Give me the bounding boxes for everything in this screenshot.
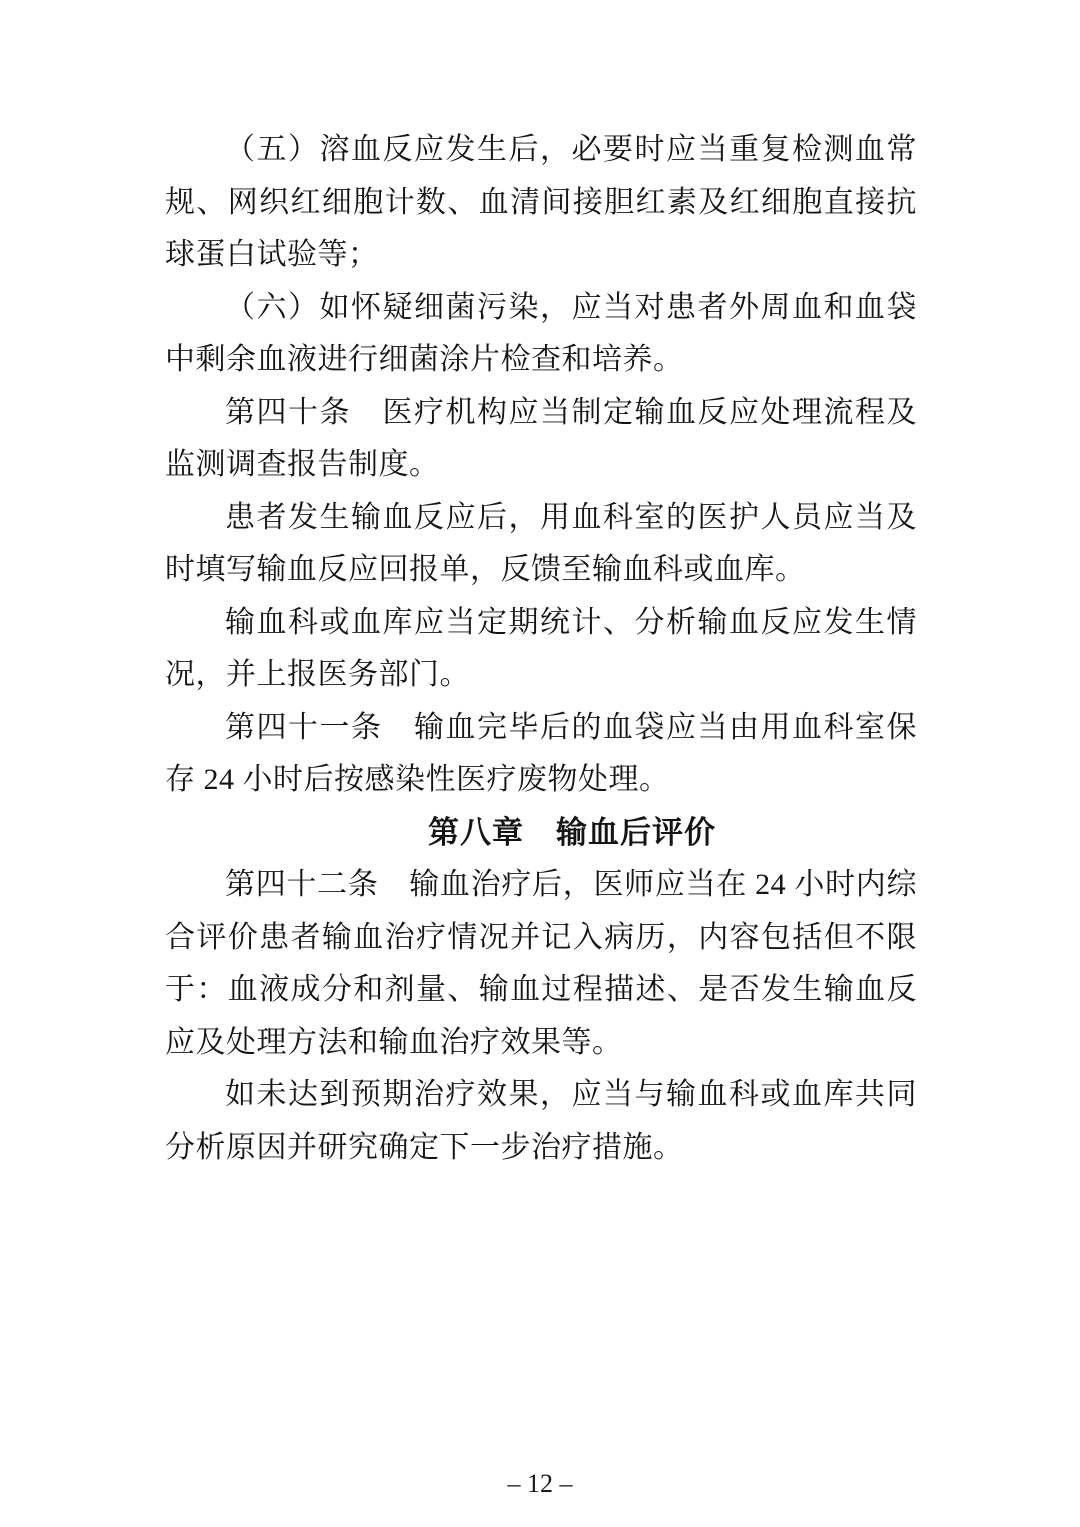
paragraph-transfusion-reaction-report: 患者发生输血反应后，用血科室的医护人员应当及时填写输血反应回报单，反馈至输血科或血库。 — [165, 500, 917, 586]
page-footer — [0, 1469, 1080, 1499]
paragraph-statistics-report: 输血科或血库应当定期统计、分析输血反应发生情况，并上报医务部门。 — [165, 605, 917, 691]
paragraph-article-41: 第四十一条 输血完毕后的血袋应当由用血科室保存 24 小时后按感染性医疗废物处理。 — [165, 710, 917, 796]
paragraph-article-40: 第四十条 医疗机构应当制定输血反应处理流程及监测调查报告制度。 — [165, 395, 917, 481]
document-body — [165, 124, 917, 1174]
paragraph-followup-analysis: 如未达到预期治疗效果，应当与输血科或血库共同分析原因并研究确定下一步治疗措施。 — [165, 1078, 917, 1164]
paragraph-article-42: 第四十二条 输血治疗后，医师应当在 24 小时内综合评价患者输血治疗情况并记入病历，内容包括但不限于：血液成分和剂量、输血过程描述、是否发生输血反应及处理方法和输血治疗效果等。 — [165, 868, 917, 1059]
paragraph-item-5: （五）溶血反应发生后，必要时应当重复检测血常规、网织红细胞计数、血清间接胆红素及红细胞直接抗球蛋白试验等； — [165, 133, 917, 271]
chapter-heading: 第八章 输血后评价 — [428, 814, 716, 850]
page-number: – 12 – — [507, 1469, 573, 1498]
paragraph-item-6: （六）如怀疑细菌污染，应当对患者外周血和血袋中剩余血液进行细菌涂片检查和培养。 — [165, 290, 917, 376]
